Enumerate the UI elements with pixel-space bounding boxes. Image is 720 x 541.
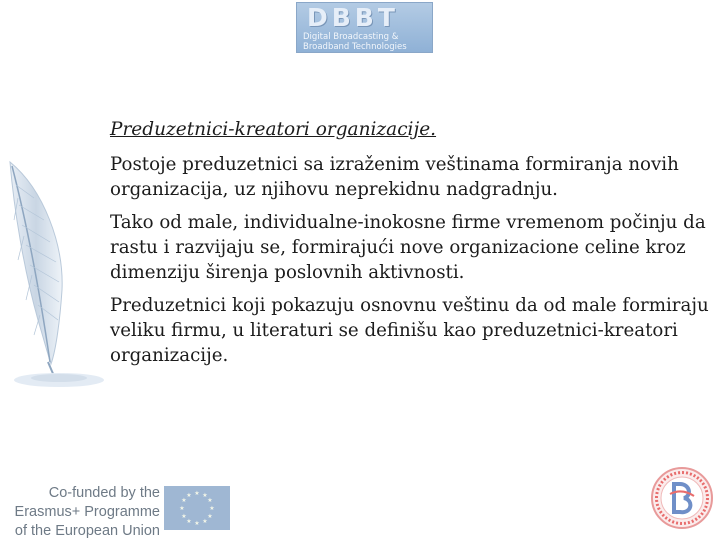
svg-text:★: ★ bbox=[202, 492, 208, 499]
svg-text:★: ★ bbox=[194, 520, 200, 527]
badge-icon bbox=[650, 466, 714, 530]
dbbt-logo bbox=[296, 2, 433, 53]
svg-text:★: ★ bbox=[186, 492, 192, 499]
svg-text:★: ★ bbox=[194, 490, 200, 497]
paragraph-2: Tako od male, individualne-inokosne firme vremenom počinju da rastu i razvijaju se, formirajući nove organizacione celine kroz dimenziju širenja poslovnih aktivnosti. bbox=[110, 212, 706, 283]
paragraph-3: Preduzetnici koji pokazuju osnovnu veštinu da od male formiraju veliku firmu, u literaturi se definišu kao preduzetnici-kreatori organizacije. bbox=[110, 295, 709, 366]
paragraph-1: Postoje preduzetnici sa izraženim veštinama formiranja novih organizacija, uz njihovu neprekidnu nadgradnju. bbox=[110, 154, 679, 200]
slide-content bbox=[110, 117, 710, 376]
slide-heading: Preduzetnici-kreatori organizacije. bbox=[110, 119, 437, 140]
svg-text:★: ★ bbox=[179, 505, 185, 512]
cofunded-label bbox=[0, 484, 160, 541]
cofunded-line-3: of the European Union bbox=[14, 523, 160, 539]
quill-icon bbox=[4, 150, 114, 390]
svg-text:★: ★ bbox=[207, 497, 213, 504]
logo-title: DBBT bbox=[307, 3, 399, 32]
cofunded-line-2: Erasmus+ Programme bbox=[14, 504, 160, 520]
logo-subtitle-line-1: Digital Broadcasting & bbox=[303, 32, 399, 42]
svg-text:★: ★ bbox=[181, 513, 187, 520]
svg-text:★: ★ bbox=[202, 518, 208, 525]
cofunded-line-1: Co-funded by the bbox=[48, 485, 160, 501]
svg-text:★: ★ bbox=[186, 518, 192, 525]
logo-subtitle-line-2: Broadband Technologies bbox=[303, 42, 407, 52]
svg-text:★: ★ bbox=[207, 513, 213, 520]
svg-text:★: ★ bbox=[181, 497, 187, 504]
eu-flag-icon bbox=[164, 486, 230, 530]
svg-text:★: ★ bbox=[209, 505, 215, 512]
